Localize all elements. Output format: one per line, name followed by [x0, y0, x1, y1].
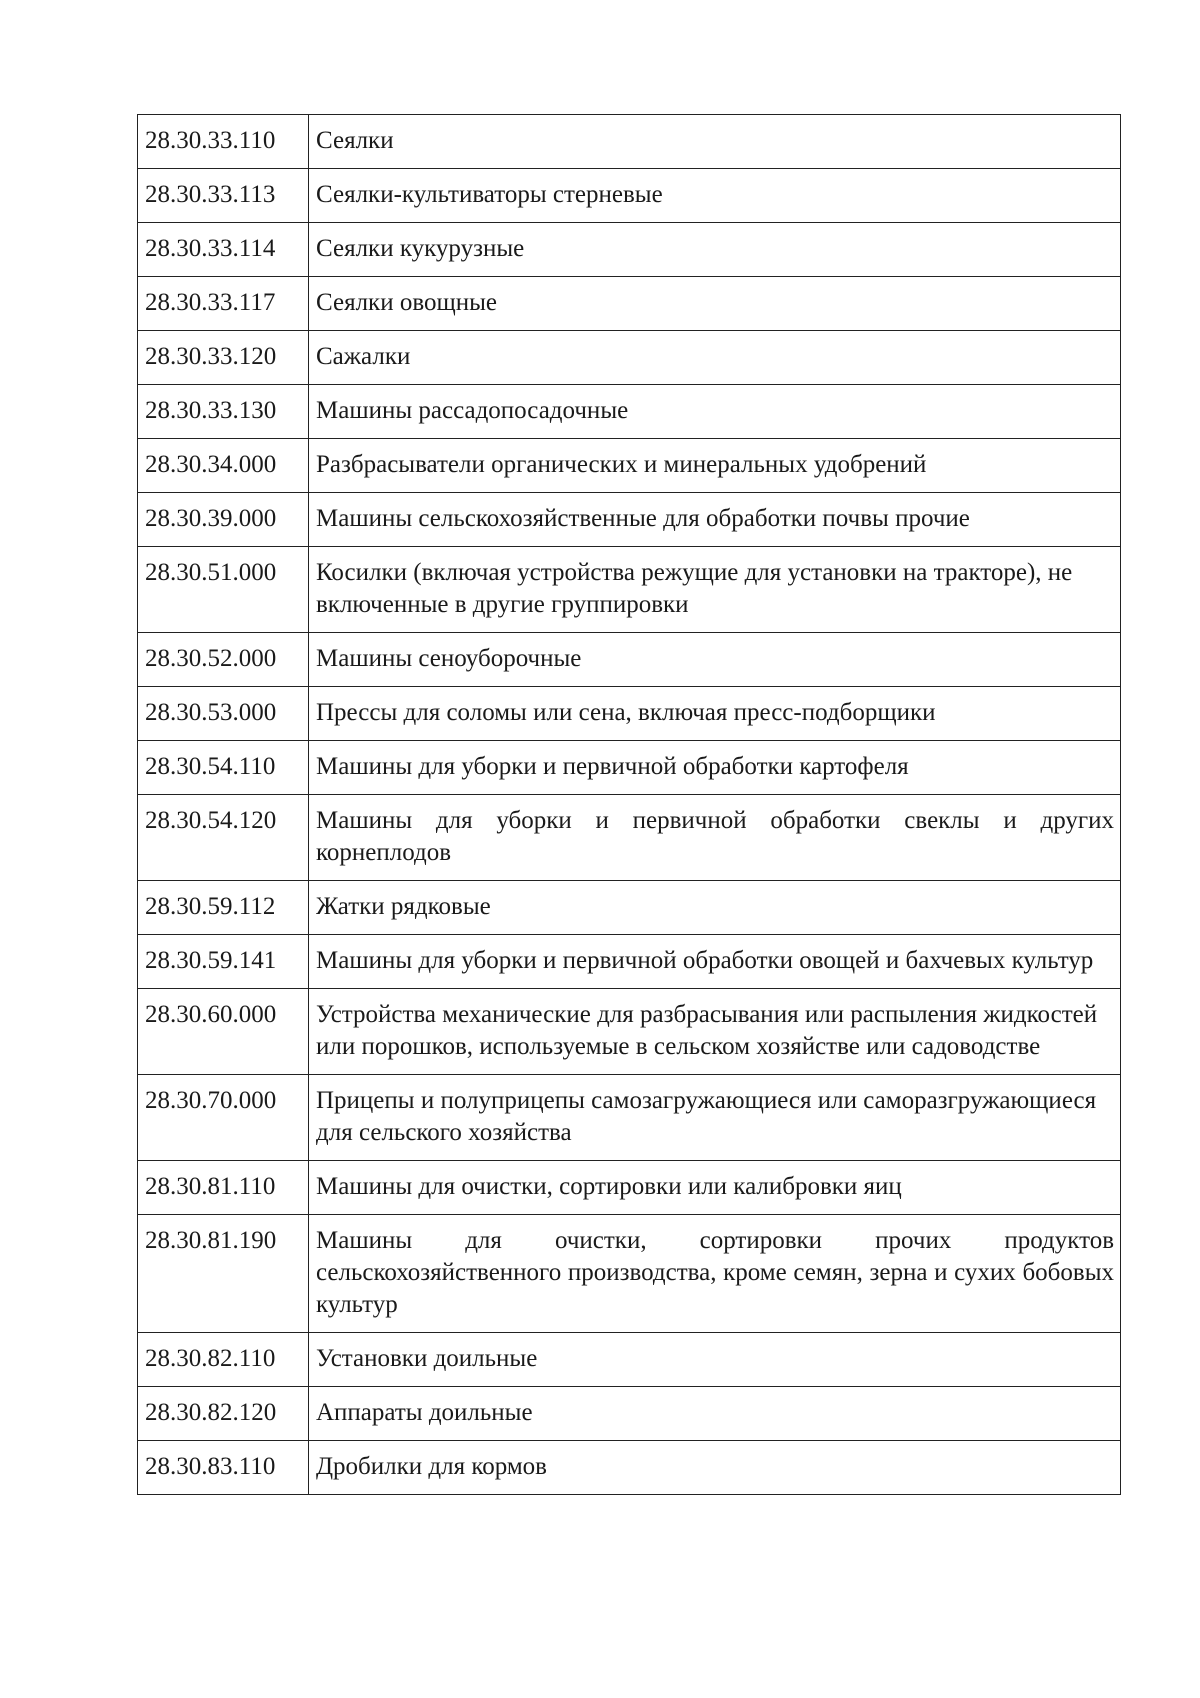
- description-cell: Прицепы и полуприцепы самозагружающиеся или саморазгружающиеся для сельского хозяйства: [309, 1075, 1121, 1161]
- description-cell: Машины сельскохозяйственные для обработки почвы прочие: [309, 493, 1121, 547]
- code-cell: 28.30.52.000: [138, 633, 309, 687]
- description-cell: Машины для уборки и первичной обработки овощей и бахчевых культур: [309, 935, 1121, 989]
- table-row: [138, 741, 1121, 795]
- table-row: [138, 331, 1121, 385]
- table-row: [138, 223, 1121, 277]
- code-cell: 28.30.82.110: [138, 1333, 309, 1387]
- code-cell: 28.30.53.000: [138, 687, 309, 741]
- code-cell: 28.30.81.190: [138, 1215, 309, 1333]
- code-cell: 28.30.81.110: [138, 1161, 309, 1215]
- table-row: [138, 687, 1121, 741]
- table-row: [138, 935, 1121, 989]
- description-cell: Машины для очистки, сортировки или калибровки яиц: [309, 1161, 1121, 1215]
- table-row: [138, 881, 1121, 935]
- code-cell: 28.30.54.120: [138, 795, 309, 881]
- description-cell: Сажалки: [309, 331, 1121, 385]
- code-cell: 28.30.51.000: [138, 547, 309, 633]
- description-cell: Устройства механические для разбрасывания или распыления жидкостей или порошков, используемые в сельском хозяйстве или садоводстве: [309, 989, 1121, 1075]
- code-cell: 28.30.83.110: [138, 1441, 309, 1495]
- table-row: [138, 633, 1121, 687]
- code-cell: 28.30.60.000: [138, 989, 309, 1075]
- description-cell: Машины рассадопосадочные: [309, 385, 1121, 439]
- description-cell: Сеялки: [309, 115, 1121, 169]
- code-cell: 28.30.33.130: [138, 385, 309, 439]
- code-cell: 28.30.34.000: [138, 439, 309, 493]
- description-cell: Аппараты доильные: [309, 1387, 1121, 1441]
- table-row: [138, 277, 1121, 331]
- description-cell: Машины для уборки и первичной обработки свеклы и других корнеплодов: [309, 795, 1121, 881]
- table-row: [138, 1075, 1121, 1161]
- code-cell: 28.30.82.120: [138, 1387, 309, 1441]
- description-cell: Сеялки овощные: [309, 277, 1121, 331]
- description-cell: Разбрасыватели органических и минеральных удобрений: [309, 439, 1121, 493]
- table-row: [138, 115, 1121, 169]
- table-row: [138, 795, 1121, 881]
- code-cell: 28.30.33.113: [138, 169, 309, 223]
- description-cell: Дробилки для кормов: [309, 1441, 1121, 1495]
- table-row: [138, 1215, 1121, 1333]
- description-cell: Машины для очистки, сортировки прочих продуктов сельскохозяйственного производства, кроме семян, зерна и сухих бобовых культур: [309, 1215, 1121, 1333]
- table-row: [138, 1387, 1121, 1441]
- description-cell: Прессы для соломы или сена, включая пресс-подборщики: [309, 687, 1121, 741]
- description-cell: Жатки рядковые: [309, 881, 1121, 935]
- code-cell: 28.30.39.000: [138, 493, 309, 547]
- description-cell: Машины для уборки и первичной обработки картофеля: [309, 741, 1121, 795]
- description-cell: Установки доильные: [309, 1333, 1121, 1387]
- code-cell: 28.30.59.112: [138, 881, 309, 935]
- description-cell: Сеялки кукурузные: [309, 223, 1121, 277]
- table-row: [138, 989, 1121, 1075]
- code-cell: 28.30.59.141: [138, 935, 309, 989]
- classification-table: [137, 114, 1121, 1495]
- table-row: [138, 439, 1121, 493]
- description-cell: Машины сеноуборочные: [309, 633, 1121, 687]
- description-cell: Косилки (включая устройства режущие для установки на тракторе), не включенные в другие группировки: [309, 547, 1121, 633]
- code-cell: 28.30.33.114: [138, 223, 309, 277]
- code-cell: 28.30.33.110: [138, 115, 309, 169]
- table-row: [138, 547, 1121, 633]
- code-cell: 28.30.33.120: [138, 331, 309, 385]
- table-row: [138, 169, 1121, 223]
- code-cell: 28.30.54.110: [138, 741, 309, 795]
- table-row: [138, 1333, 1121, 1387]
- table-row: [138, 385, 1121, 439]
- code-cell: 28.30.33.117: [138, 277, 309, 331]
- table-row: [138, 1441, 1121, 1495]
- table-row: [138, 493, 1121, 547]
- code-cell: 28.30.70.000: [138, 1075, 309, 1161]
- table-row: [138, 1161, 1121, 1215]
- description-cell: Сеялки-культиваторы стерневые: [309, 169, 1121, 223]
